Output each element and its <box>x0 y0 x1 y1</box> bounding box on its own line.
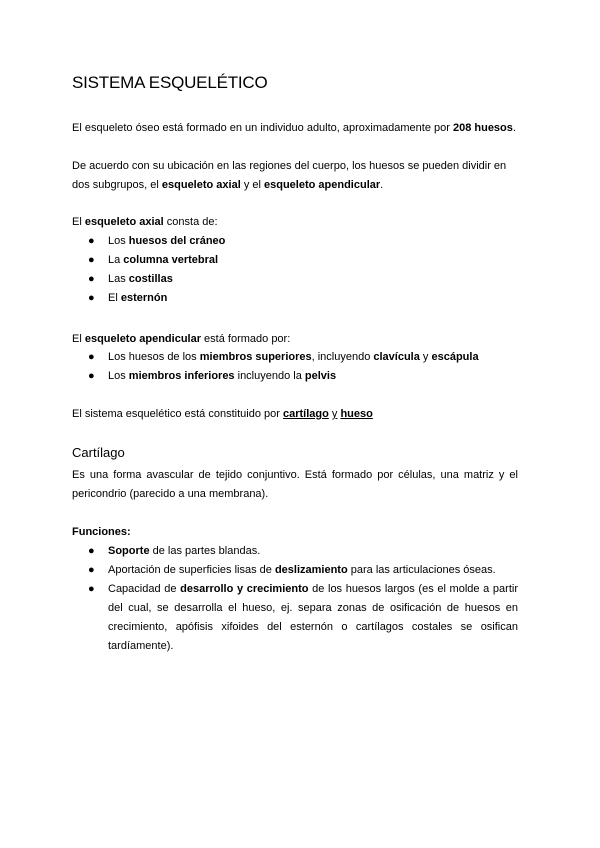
bullet-icon: ● <box>88 545 95 557</box>
cartilago-paragraph: Es una forma avascular de tejido conjuntivo. Está formado por células, una matriz y el pericondrio (parecido a una membrana). <box>72 469 518 500</box>
text-run: y <box>419 351 432 363</box>
text-run: Capacidad de <box>108 583 181 595</box>
text-run: . <box>380 179 384 191</box>
text-run: El <box>72 216 85 228</box>
bullet-icon: ● <box>88 370 95 382</box>
bold-run: miembros superiores <box>199 351 312 363</box>
list-item <box>72 270 518 289</box>
text-run: para las articulaciones óseas. <box>347 564 496 576</box>
text-run: Las <box>108 273 129 285</box>
intro-paragraph-2 <box>72 157 518 195</box>
text-run: El esqueleto óseo está formado en un individuo adulto, aproximadamente por <box>72 122 453 134</box>
text-run: El <box>108 292 121 304</box>
apendicular-list <box>72 348 518 386</box>
text-run: Los <box>108 370 129 382</box>
underlined-term: cartílago <box>282 408 329 420</box>
bold-run: esqueleto apendicular <box>264 179 381 191</box>
axial-list <box>72 232 518 308</box>
list-item <box>72 232 518 251</box>
bold-run: 208 huesos <box>452 122 513 134</box>
text-run: incluyendo la <box>234 370 305 382</box>
axial-lead <box>72 213 518 232</box>
text-run: , incluyendo <box>311 351 374 363</box>
text-run: está formado por: <box>201 333 291 345</box>
bullet-icon: ● <box>88 254 95 266</box>
bold-run: Funciones: <box>72 526 131 538</box>
intro-paragraph-1 <box>72 119 518 138</box>
bold-run: columna vertebral <box>123 254 219 266</box>
text-run: De acuerdo con su ubicación en las regiones del cuerpo, los huesos se pueden dividir en dos subgrupos, el <box>72 160 507 191</box>
funciones-heading <box>72 523 518 542</box>
text-run: Los <box>108 235 129 247</box>
bold-run: huesos del cráneo <box>128 235 226 247</box>
bold-run: esternón <box>120 292 168 304</box>
text-run: de las partes blandas. <box>149 545 261 557</box>
bold-run: desarrollo y crecimiento <box>180 583 309 595</box>
text-run: La <box>108 254 124 266</box>
text-run: . <box>512 122 516 134</box>
bold-run: clavícula <box>373 351 420 363</box>
apendicular-lead <box>72 330 518 349</box>
bold-run: miembros inferiores <box>128 370 235 382</box>
list-item <box>72 251 518 270</box>
bullet-icon: ● <box>88 292 95 304</box>
text-run: Los huesos de los <box>108 351 200 363</box>
bold-run: esqueleto axial <box>84 216 164 228</box>
bullet-icon: ● <box>88 273 95 285</box>
list-item <box>72 289 518 308</box>
text-run: y el <box>240 179 264 191</box>
bullet-icon: ● <box>88 564 95 576</box>
list-item <box>72 542 518 561</box>
list-item <box>72 367 518 386</box>
funciones-list <box>72 542 518 656</box>
bullet-icon: ● <box>88 351 95 363</box>
cartilago-heading: Cartílago <box>72 445 125 460</box>
list-item <box>72 580 518 656</box>
bullet-icon: ● <box>88 583 95 595</box>
bold-run: Soporte <box>108 545 150 557</box>
bold-run: esqueleto axial <box>161 179 241 191</box>
bold-run: costillas <box>128 273 173 285</box>
text-run: Aportación de superficies lisas de <box>108 564 275 576</box>
underlined-term: hueso <box>340 408 373 420</box>
bold-run: pelvis <box>304 370 337 382</box>
text-run: consta de: <box>163 216 218 228</box>
underlined-connector: y <box>331 408 338 420</box>
list-item <box>72 561 518 580</box>
text-run: El <box>72 333 85 345</box>
bold-run: deslizamiento <box>274 564 348 576</box>
text-run: de los huesos largos (es el molde a partir del cual, se desarrolla el hueso, ej. separa zonas de osificación de huesos en crecimiento, apófisis xifoides del esternón o cartílagos costales se osifican tardíamente). <box>108 583 518 652</box>
bold-run: esqueleto apendicular <box>84 333 201 345</box>
page-title: SISTEMA ESQUELÉTICO <box>72 73 268 92</box>
list-item <box>72 348 518 367</box>
bullet-icon: ● <box>88 235 95 247</box>
bold-run: escápula <box>431 351 479 363</box>
constituido-paragraph <box>72 405 518 424</box>
text-run: El sistema esquelético está constituido por <box>72 408 283 420</box>
